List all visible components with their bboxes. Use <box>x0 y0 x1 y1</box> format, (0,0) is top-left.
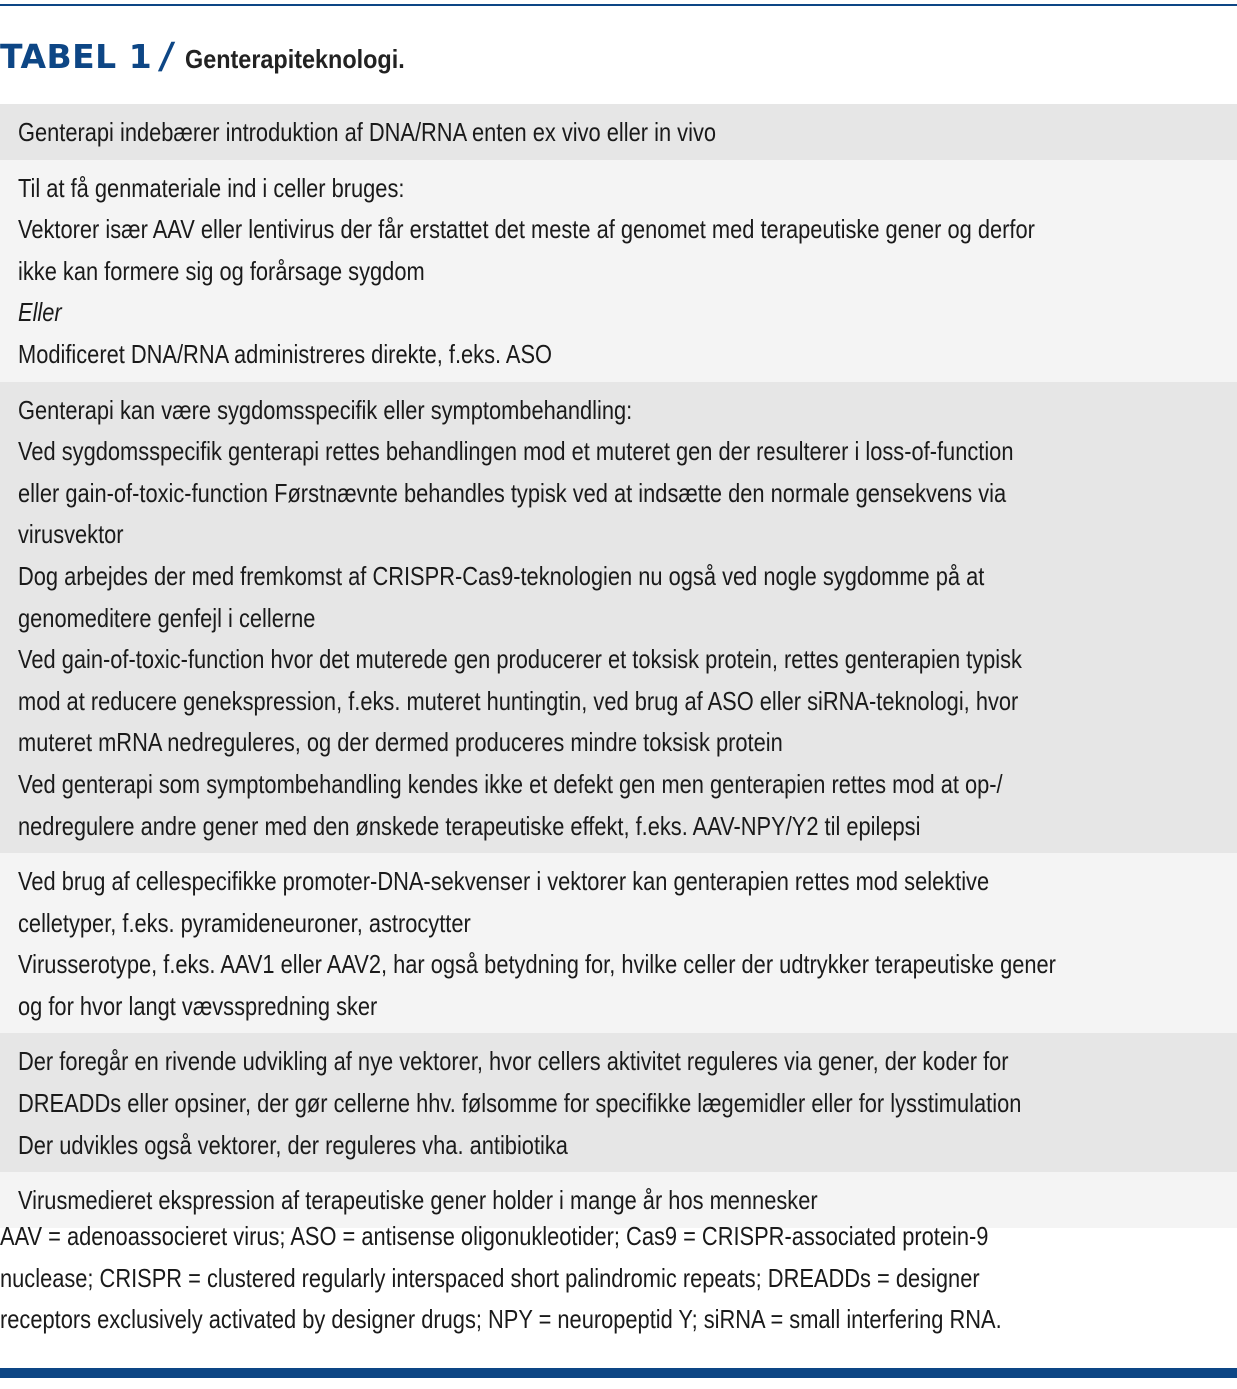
table-subtitle: Genterapiteknologi. <box>185 44 406 74</box>
row-text-line: Vektorer især AAV eller lentivirus der får erstattet det meste af genomet med terapeutiske gener og derfor <box>18 214 1035 245</box>
row-text-line: Der udvikles også vektorer, der reguleres vha. antibiotika <box>18 1129 568 1160</box>
row-text-line: genomeditere genfejl i cellerne <box>18 602 316 633</box>
row-text-line: eller gain-of-toxic-function Førstnævnte behandles typisk ved at indsætte den normale gensekvens via <box>18 477 1007 508</box>
row-text-line: Modificeret DNA/RNA administreres direkte, f.eks. ASO <box>18 338 553 369</box>
table-row <box>0 382 1237 854</box>
row-text-line: Ved gain-of-toxic-function hvor det muterede gen producerer et toksisk protein, rettes genterapien typisk <box>18 644 1022 675</box>
row-text-line: Ved brug af cellespecifikke promoter-DNA-sekvenser i vektorer kan genterapien rettes mod selektive <box>18 866 990 897</box>
footnote-line: nuclease; CRISPR = clustered regularly interspaced short palindromic repeats; DREADDs = designer <box>0 1262 980 1293</box>
table-row <box>0 1033 1237 1172</box>
title-slash: / <box>157 36 177 77</box>
row-text-line: Dog arbejdes der med fremkomst af CRISPR-Cas9-teknologien nu også ved nogle sygdomme på at <box>18 560 985 591</box>
row-text-line: Til at få genmateriale ind i celler bruges: <box>18 172 405 203</box>
footnote <box>0 1216 1237 1341</box>
row-text-line: Der foregår en rivende udvikling af nye vektorer, hvor cellers aktivitet reguleres via gener, der koder for <box>18 1046 1009 1077</box>
row-text-line: Eller <box>18 297 62 328</box>
row-text-line: Virusmedieret ekspression af terapeutiske gener holder i mange år hos mennesker <box>18 1185 818 1216</box>
gene-therapy-table <box>0 104 1237 1228</box>
table-row <box>0 104 1237 160</box>
row-text-line: Ved genterapi som symptombehandling kendes ikke et defekt gen men genterapien rettes mod at op-/ <box>18 768 1003 799</box>
bottom-rule <box>0 1368 1237 1378</box>
row-text-line: Genterapi kan være sygdomsspecifik eller symptombehandling: <box>18 394 633 425</box>
table-number: TABEL 1 <box>0 37 153 76</box>
row-text-line: ikke kan formere sig og forårsage sygdom <box>18 255 425 286</box>
top-rule <box>0 4 1237 6</box>
row-text-line: Genterapi indebærer introduktion af DNA/RNA enten ex vivo eller in vivo <box>18 117 717 147</box>
table-row <box>0 160 1237 382</box>
table-title <box>0 36 429 77</box>
footnote-line: AAV = adenoassocieret virus; ASO = antisense oligonukleotider; Cas9 = CRISPR-associated protein-9 <box>0 1221 989 1251</box>
table-row <box>0 853 1237 1033</box>
row-text-line: nedregulere andre gener med den ønskede terapeutiske effekt, f.eks. AAV-NPY/Y2 til epilepsi <box>18 810 921 841</box>
row-text-line: Virusserotype, f.eks. AAV1 eller AAV2, har også betydning for, hvilke celler der udtrykker terapeutiske gener <box>18 949 1056 980</box>
row-text-line: virusvektor <box>18 519 124 550</box>
row-text-line: Ved sygdomsspecifik genterapi rettes behandlingen mod et muteret gen der resulterer i loss-of-function <box>18 436 1014 467</box>
row-text-line: celletyper, f.eks. pyramideneuroner, astrocytter <box>18 907 471 938</box>
row-text-line: og for hvor langt vævsspredning sker <box>18 990 378 1021</box>
row-text-line: mod at reducere genekspression, f.eks. muteret huntingtin, ved brug af ASO eller siRNA-teknologi, hvor <box>18 685 1019 716</box>
footnote-line: receptors exclusively activated by designer drugs; NPY = neuropeptid Y; siRNA = small interfering RNA. <box>0 1304 1002 1335</box>
row-text-line: muteret mRNA nedreguleres, og der dermed produceres mindre toksisk protein <box>18 727 783 758</box>
row-text-line: DREADDs eller opsiner, der gør cellerne hhv. følsomme for specifikke lægemidler eller for lysstimulation <box>18 1088 1022 1119</box>
